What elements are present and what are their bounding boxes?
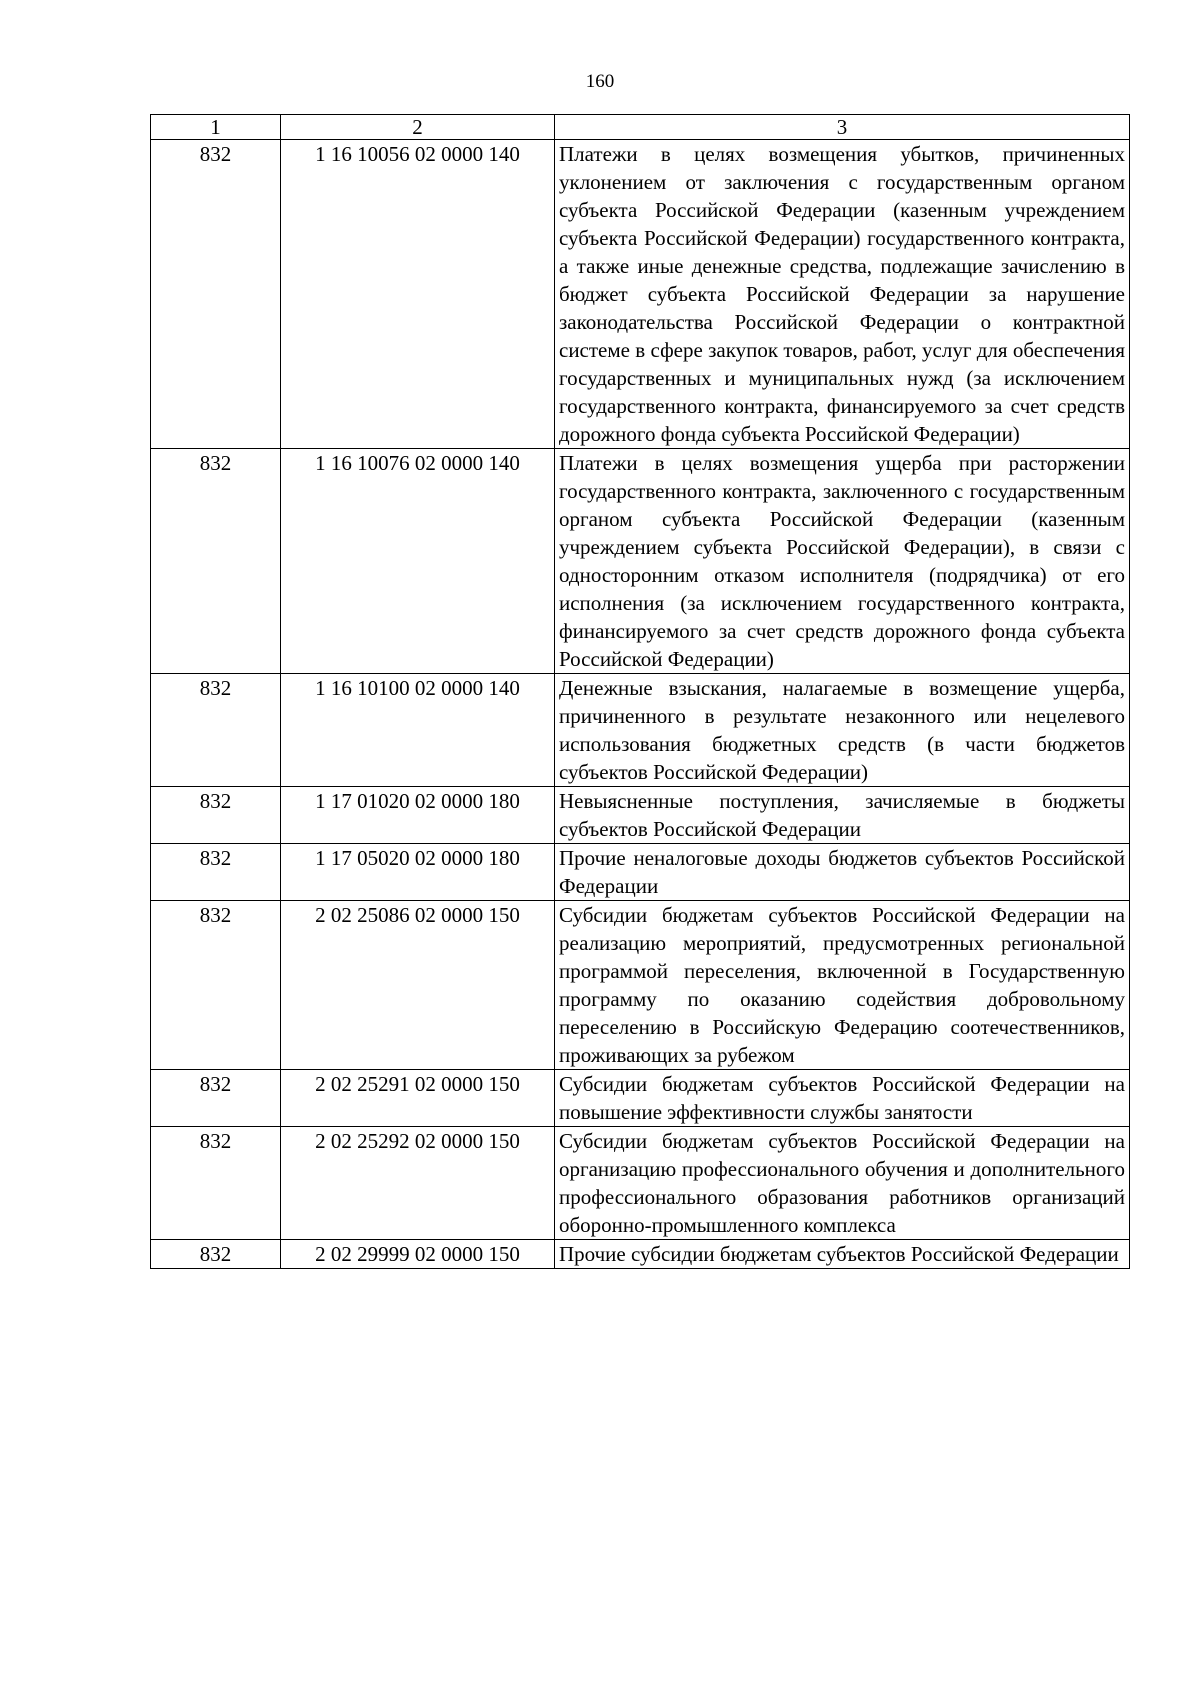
table-row: [151, 674, 1130, 787]
revenue-name-cell: Субсидии бюджетам субъектов Российской Федерации на повышение эффективности службы занятости: [555, 1070, 1130, 1127]
column-header-2: 2: [281, 115, 555, 140]
table-row: [151, 1240, 1130, 1269]
table-header-row: [151, 115, 1130, 140]
table-row: [151, 1127, 1130, 1240]
revenue-code-cell: 2 02 25292 02 0000 150: [281, 1127, 555, 1240]
admin-code-cell: 832: [151, 449, 281, 674]
revenue-name-cell: Платежи в целях возмещения ущерба при расторжении государственного контракта, заключенного с государственным органом субъекта Российской Федерации (казенным учреждением субъекта Российской Федерации), в связи с односторонним отказом исполнителя (подрядчика) от его исполнения (за исключением государственного контракта, финансируемого за счет средств дорожного фонда субъекта Российской Федерации): [555, 449, 1130, 674]
revenue-name-cell: Платежи в целях возмещения убытков, причиненных уклонением от заключения с государственным органом субъекта Российской Федерации (казенным учреждением субъекта Российской Федерации) государственного контракта, а также иные денежные средства, подлежащие зачислению в бюджет субъекта Российской Федерации за нарушение законодательства Российской Федерации о контрактной системе в сфере закупок товаров, работ, услуг для обеспечения государственных и муниципальных нужд (за исключением государственного контракта, финансируемого за счет средств дорожного фонда субъекта Российской Федерации): [555, 140, 1130, 449]
revenue-code-cell: 1 16 10056 02 0000 140: [281, 140, 555, 449]
revenue-code-cell: 1 17 05020 02 0000 180: [281, 844, 555, 901]
table-row: [151, 844, 1130, 901]
table-row: [151, 787, 1130, 844]
admin-code-cell: 832: [151, 787, 281, 844]
revenue-name-cell: Субсидии бюджетам субъектов Российской Федерации на реализацию мероприятий, предусмотренных региональной программой переселения, включенной в Государственную программу по оказанию содействия добровольному переселению в Российскую Федерацию соотечественников, проживающих за рубежом: [555, 901, 1130, 1070]
column-header-3: 3: [555, 115, 1130, 140]
revenue-code-cell: 2 02 25291 02 0000 150: [281, 1070, 555, 1127]
revenue-name-cell: Прочие неналоговые доходы бюджетов субъектов Российской Федерации: [555, 844, 1130, 901]
table-row: [151, 140, 1130, 449]
revenue-code-cell: 1 16 10100 02 0000 140: [281, 674, 555, 787]
revenue-name-cell: Невыясненные поступления, зачисляемые в бюджеты субъектов Российской Федерации: [555, 787, 1130, 844]
table-row: [151, 1070, 1130, 1127]
table-header: [151, 115, 1130, 140]
admin-code-cell: 832: [151, 844, 281, 901]
page-number: 160: [585, 71, 615, 92]
revenue-code-cell: 1 17 01020 02 0000 180: [281, 787, 555, 844]
revenue-code-cell: 2 02 25086 02 0000 150: [281, 901, 555, 1070]
admin-code-cell: 832: [151, 140, 281, 449]
admin-code-cell: 832: [151, 1127, 281, 1240]
revenue-name-cell: Прочие субсидии бюджетам субъектов Российской Федерации: [555, 1240, 1130, 1269]
column-header-1: 1: [151, 115, 281, 140]
revenue-name-cell: Субсидии бюджетам субъектов Российской Федерации на организацию профессионального обучения и дополнительного профессионального образования работников организаций оборонно-промышленного комплекса: [555, 1127, 1130, 1240]
revenue-name-cell: Денежные взыскания, налагаемые в возмещение ущерба, причиненного в результате незаконного или нецелевого использования бюджетных средств (в части бюджетов субъектов Российской Федерации): [555, 674, 1130, 787]
admin-code-cell: 832: [151, 1070, 281, 1127]
budget-classification-table: [150, 114, 1130, 1269]
admin-code-cell: 832: [151, 901, 281, 1070]
revenue-code-cell: 2 02 29999 02 0000 150: [281, 1240, 555, 1269]
revenue-code-cell: 1 16 10076 02 0000 140: [281, 449, 555, 674]
table-row: [151, 901, 1130, 1070]
table-row: [151, 449, 1130, 674]
table-body: [151, 140, 1130, 1269]
admin-code-cell: 832: [151, 1240, 281, 1269]
admin-code-cell: 832: [151, 674, 281, 787]
